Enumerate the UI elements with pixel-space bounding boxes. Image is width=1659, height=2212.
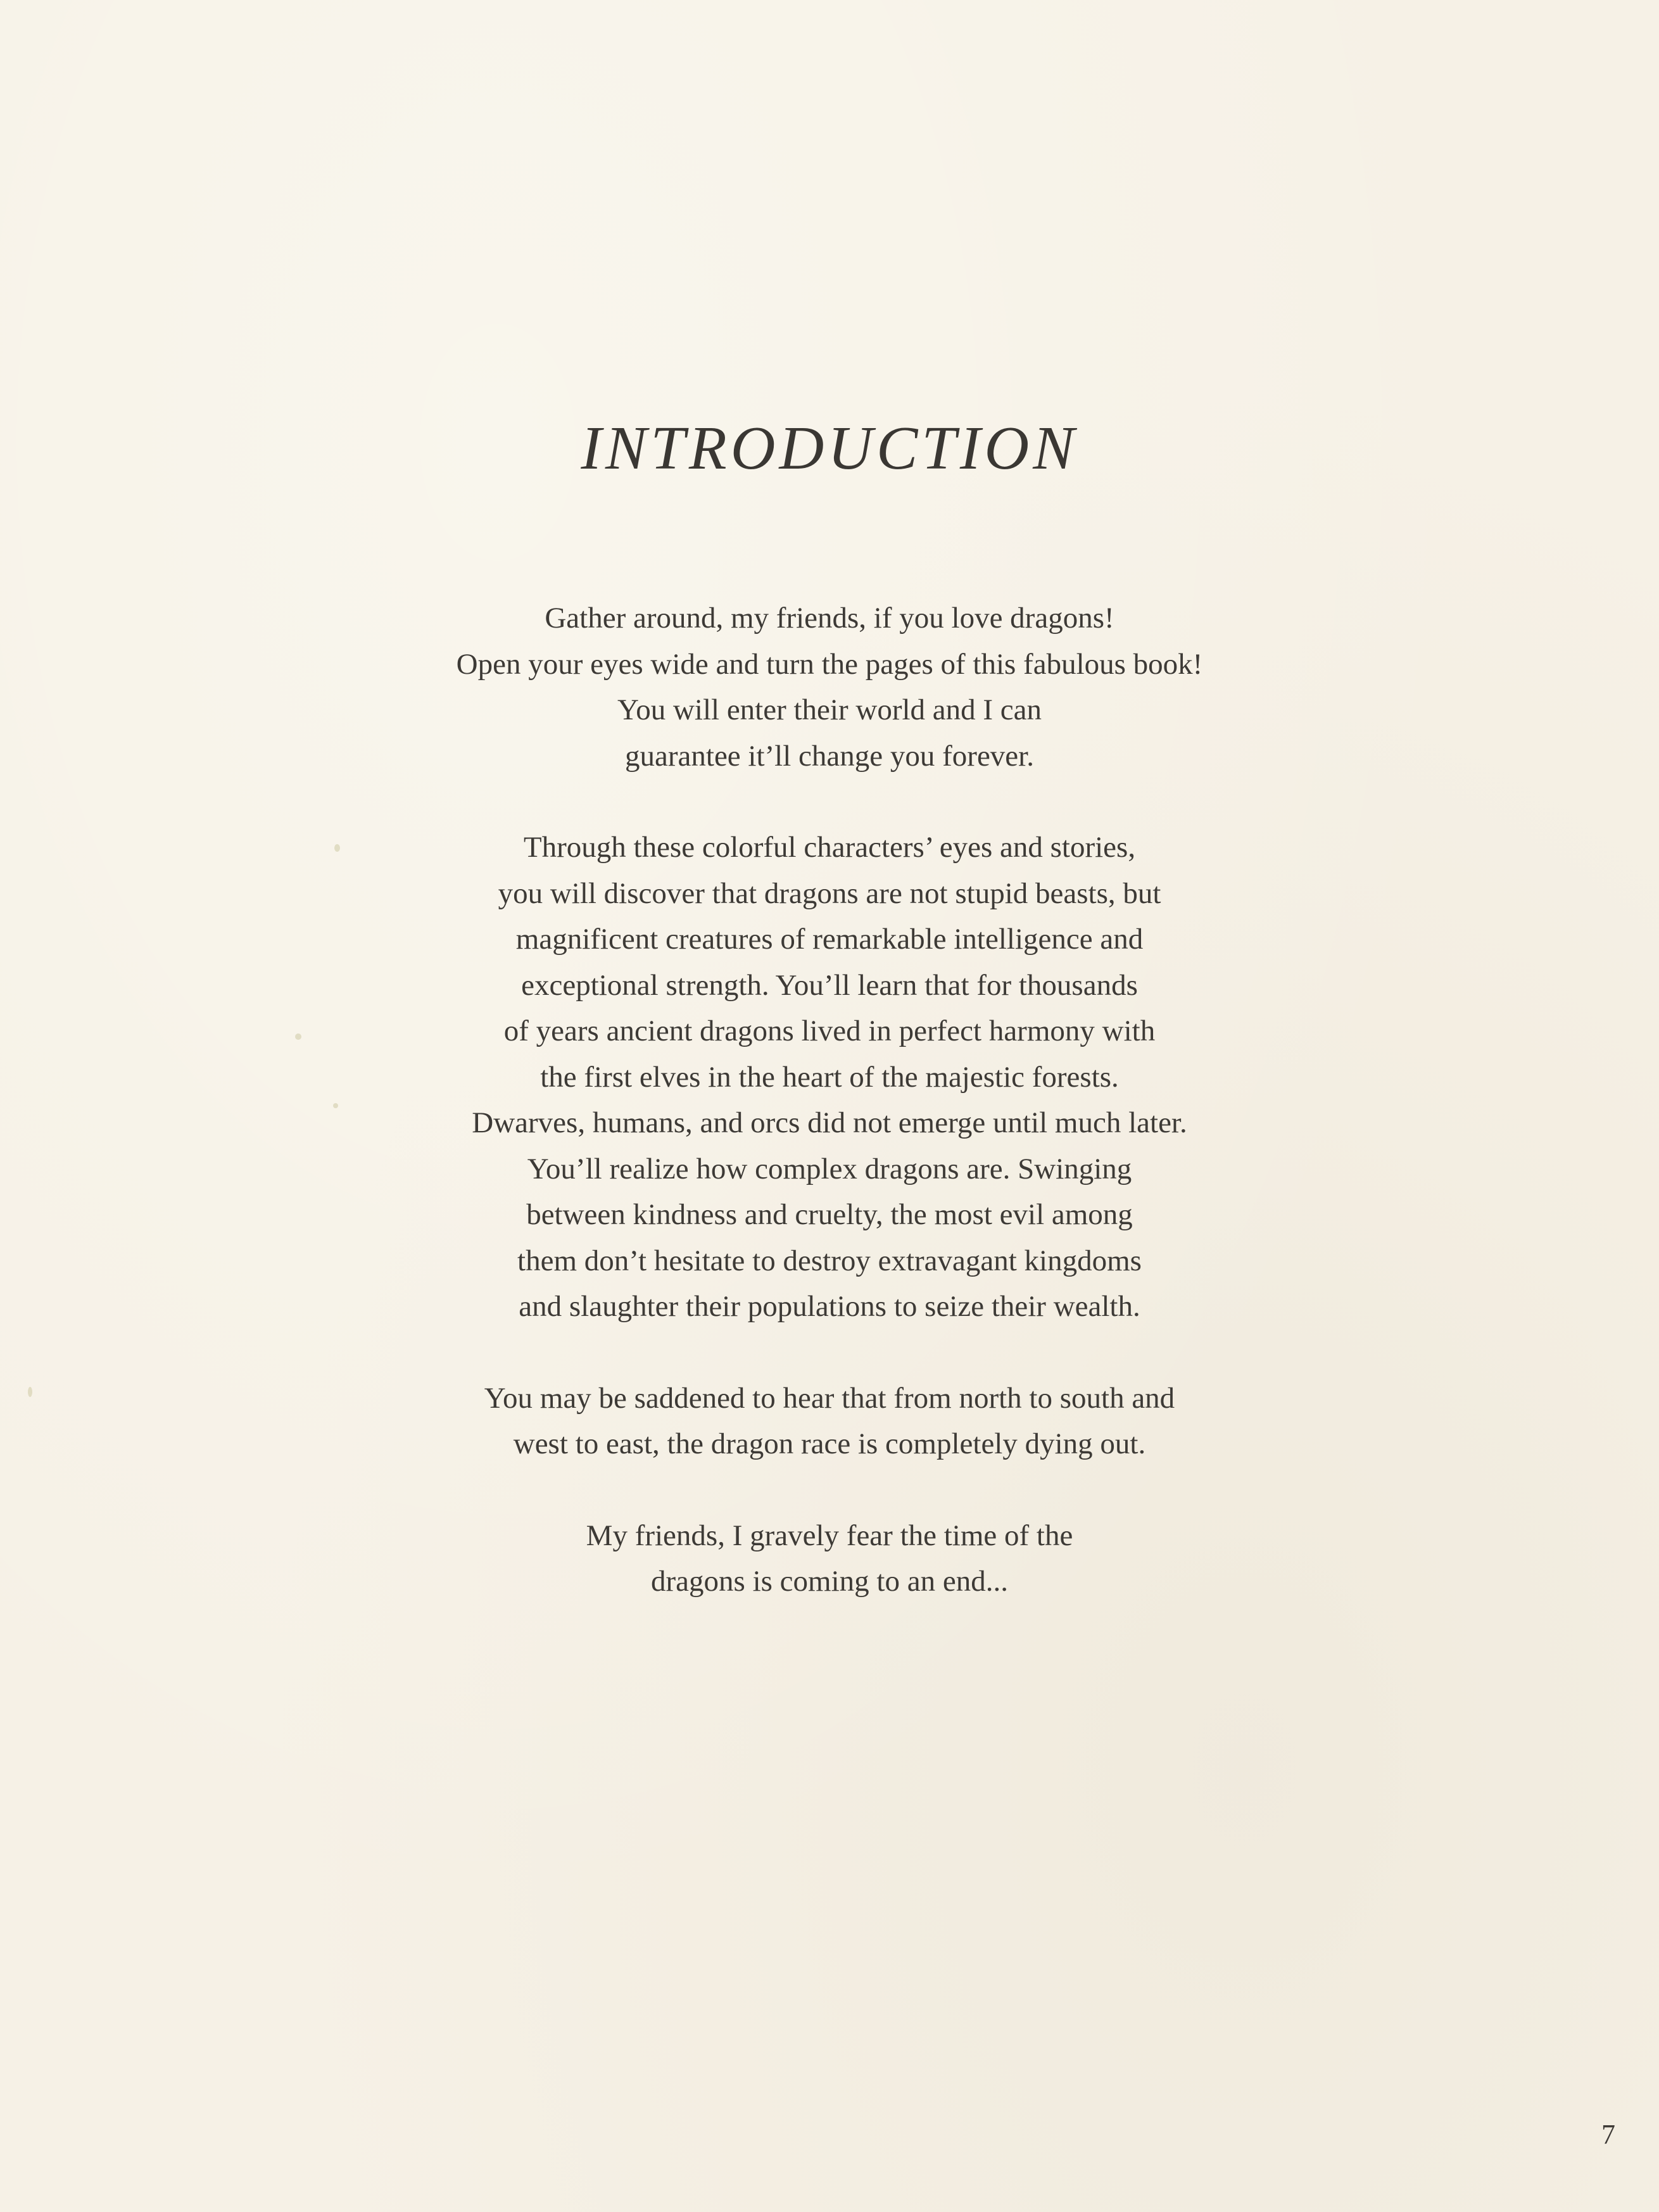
paragraph-2 [355,825,1304,1330]
text-line: You’ll realize how complex dragons are. Swinging [527,1152,1132,1185]
paper-speck [333,1103,338,1108]
paragraph-1 [355,595,1304,779]
paragraph-3 [355,1375,1304,1467]
text-line: dragons is coming to an end... [651,1565,1008,1598]
text-line: guarantee it’ll change you forever. [625,739,1034,773]
text-line: magnificent creatures of remarkable intelligence and [515,923,1144,956]
text-line: My friends, I gravely fear the time of the [586,1519,1073,1552]
text-line: of years ancient dragons lived in perfect harmony with [503,1014,1156,1047]
text-line: Open your eyes wide and turn the pages of this fabulous book! [456,647,1203,681]
text-line: you will discover that dragons are not stupid beasts, but [498,876,1161,910]
text-line: west to east, the dragon race is completely dying out. [513,1427,1146,1460]
text-line: the first elves in the heart of the majestic forests. [540,1060,1119,1094]
introduction-body [355,595,1304,1650]
text-line: and slaughter their populations to seize their wealth. [519,1290,1140,1323]
paper-speck [295,1033,301,1040]
paper-speck [28,1387,32,1397]
text-line: Gather around, my friends, if you love dragons! [545,602,1114,635]
text-line: exceptional strength. You’ll learn that for thousands [521,968,1138,1002]
text-line: Through these colorful characters’ eyes and stories, [523,831,1136,864]
text-line: You will enter their world and I can [617,693,1042,726]
paragraph-4 [355,1513,1304,1605]
page-number: 7 [1601,2119,1615,2150]
text-line: them don’t hesitate to destroy extravagant kingdoms [517,1244,1142,1277]
text-line: You may be saddened to hear that from north to south and [484,1381,1175,1415]
page-title: INTRODUCTION [581,414,1078,483]
text-line: between kindness and cruelty, the most evil among [526,1198,1133,1231]
paper-speck [334,844,340,852]
text-line: Dwarves, humans, and orcs did not emerge until much later. [472,1106,1187,1139]
